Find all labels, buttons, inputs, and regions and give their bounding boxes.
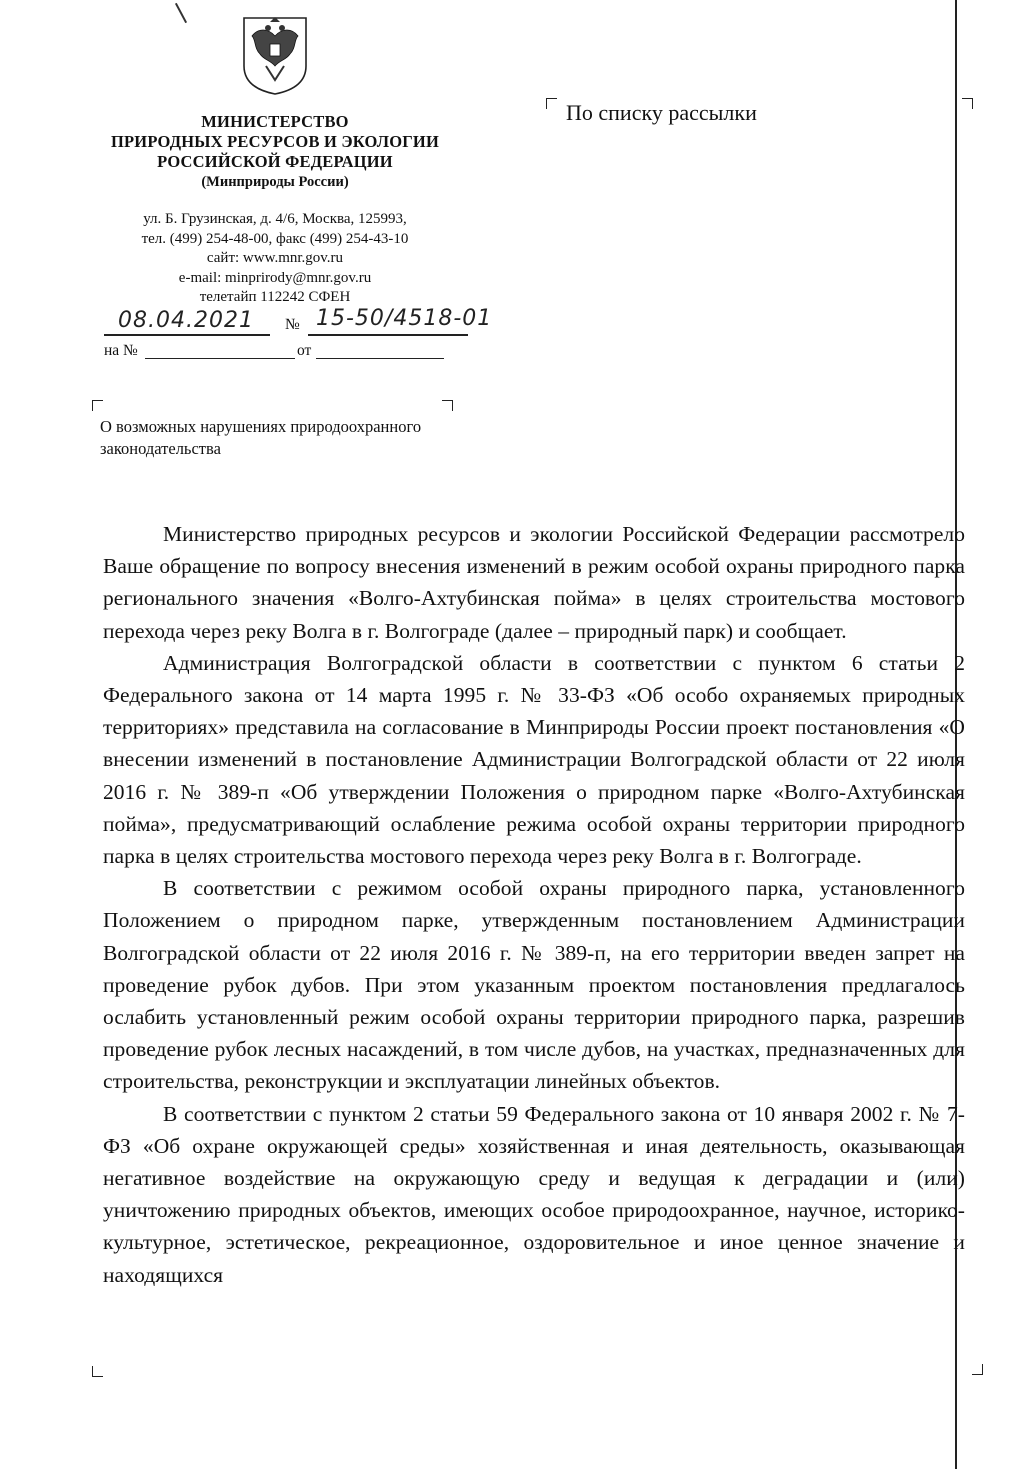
- reply-number-blank: [145, 358, 295, 359]
- body-paragraph: В соответствии с пунктом 2 статьи 59 Федерального закона от 10 января 2002 г. № 7-ФЗ «Об охране окружающей среды» хозяйственная и иная деятельность, оказывающая негативное воздействие на окружающую среду и ведущая к деградации и (или) уничтожению природных объектов, имеющих особое природоохранное, научное, историко-культурное, эстетическое, рекреационное, оздоровительное и иное ценное значение и находящихся: [103, 1101, 965, 1287]
- scan-mark: [175, 3, 187, 23]
- reply-number-label: на №: [104, 342, 138, 359]
- phone-line: тел. (499) 254-48-00, факс (499) 254-43-10: [141, 230, 409, 247]
- body-paragraph: В соответствии с режимом особой охраны природного парка, установленного Положением о природном парке, утвержденным постановлением Администрации Волгоградской области от 22 июля 2016 г. № 389-п, на его территории введен запрет на проведение рубок дубов. При этом указанным проектом постановления предлагалось ослабить установленный режим особой охраны территории природного парка, разрешив проведение рубок лесных насаждений, в том числе дубов, на участках, предназначенных для строительства, реконструкции и эксплуатации линейных объектов.: [103, 876, 965, 1094]
- recipient: По списку рассылки: [566, 100, 757, 125]
- body-paragraph: Администрация Волгоградской области в соответствии с пунктом 6 статьи 2 Федерального закона от 14 марта 1995 г. № 33-ФЗ «Об особо охраняемых природных территориях» представила на согласование в Минприроды России проект постановления «О внесении изменений в постановление Администрации Волгоградской области от 22 июля 2016 г. № 389-п «Об утверждении Положения о природном парке «Волго-Ахтубинская пойма», предусматривающий ослабление режима особой охраны территории природного парка в целях строительства мостового перехода через реку Волга в г. Волгограде.: [103, 650, 965, 869]
- subject: О возможных нарушениях природоохранного законодательства: [100, 417, 422, 458]
- reply-date-blank: [316, 358, 444, 359]
- teletype-line: телетайп 112242 СФЕН: [199, 289, 351, 305]
- bracket-corner: [546, 98, 557, 109]
- bracket-corner: [92, 1366, 103, 1377]
- number-underline: [308, 334, 468, 336]
- body-paragraph: Министерство природных ресурсов и экологии Российской Федерации рассмотрело Ваше обращение по вопросу внесения изменений в режим особой охраны природного парка регионального значения «Волго-Ахтубинская пойма» в целях строительства мостового перехода через реку Волга в г. Волгограде (далее – природный парк) и сообщает.: [103, 522, 965, 643]
- ministry-name-line-1: МИНИСТЕРСТВО: [201, 112, 349, 131]
- document-date: 08.04.2021: [118, 308, 254, 333]
- website-line: сайт: www.mnr.gov.ru: [206, 250, 344, 266]
- date-underline: [104, 334, 270, 336]
- bracket-corner: [442, 400, 453, 411]
- number-label: №: [285, 316, 300, 333]
- address-line: ул. Б. Грузинская, д. 4/6, Москва, 125993,: [143, 211, 407, 227]
- ministry-name-line-3: РОССИЙСКОЙ ФЕДЕРАЦИИ: [157, 152, 393, 171]
- bracket-corner: [962, 98, 973, 109]
- letter-body: [103, 518, 965, 1291]
- ministry-name-line-2: ПРИРОДНЫХ РЕСУРСОВ И ЭКОЛОГИИ: [110, 132, 440, 151]
- ministry-short-name: (Минприроды России): [201, 174, 349, 190]
- email-line: e-mail: minprirody@mnr.gov.ru: [178, 269, 372, 286]
- bracket-corner: [92, 400, 103, 411]
- coat-of-arms-icon: [240, 14, 310, 96]
- document-number: 15-50/4518-01: [316, 306, 493, 331]
- letterhead: [90, 112, 460, 308]
- reply-from-label: от: [297, 342, 312, 359]
- address-block: [90, 210, 460, 308]
- bracket-corner: [972, 1364, 983, 1375]
